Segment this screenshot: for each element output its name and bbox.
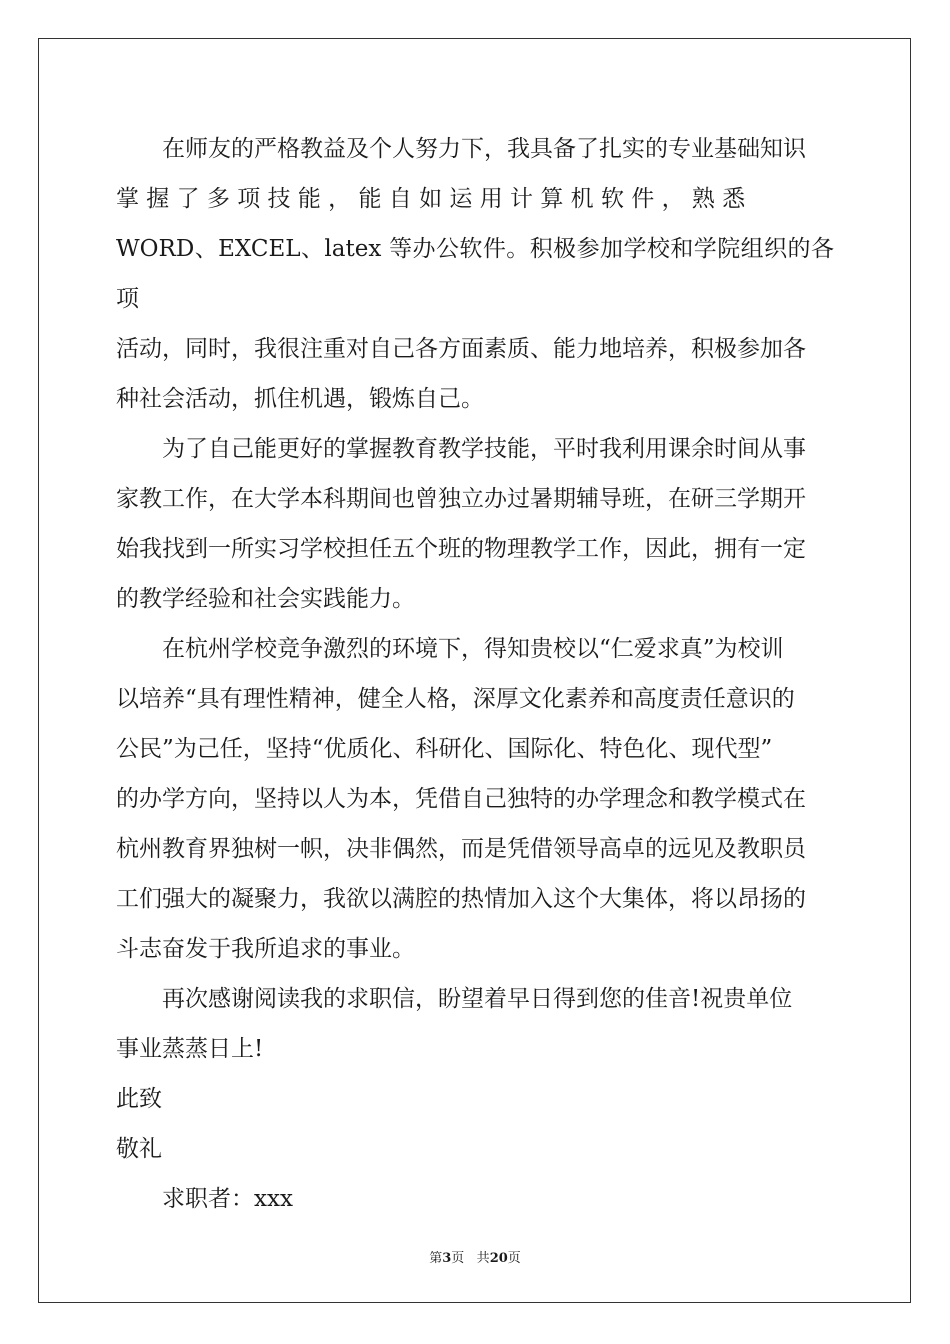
- page-suffix: 页: [451, 1251, 465, 1266]
- paragraph-school-motivation: 在杭州学校竞争激烈的环境下，得知贵校以“仁爱求真”为校训 以培养“具有理性精神，健全人格，深厚文化素养和高度责任意识的 公民”为己任，坚持“优质化、科研化、国际化、特色化、现代型” 的办学方向，坚持以人为本，凭借自己独特的办学理念和教学模式在 杭州教育界独树一帜，决非偶然，而是凭借领导高卓的远见及教职员 工们强大的凝聚力，我欲以满腔的热情加入这个大集体，将以昂扬的 斗志奋发于我所追求的事业。: [116, 636, 806, 962]
- total-pages: 20: [489, 1251, 508, 1266]
- letter-body: [116, 124, 834, 1224]
- page-prefix: 第: [429, 1251, 443, 1266]
- closing-regards: 敬礼: [116, 1136, 162, 1162]
- signature: 求职者：xxx: [162, 1186, 293, 1212]
- paragraph-thanks: 再次感谢阅读我的求职信，盼望着早日得到您的佳音!祝贵单位 事业蒸蒸日上!: [116, 986, 793, 1062]
- paragraph-teaching-experience: 为了自己能更好的掌握教育教学技能，平时我利用课余时间从事 家教工作，在大学本科期间也曾独立办过暑期辅导班，在研三学期开 始我找到一所实习学校担任五个班的物理教学工作，因此，拥有一定 的教学经验和社会实践能力。: [116, 436, 806, 612]
- total-suffix: 页: [507, 1251, 521, 1266]
- page-number: 3: [442, 1251, 452, 1266]
- total-prefix: 共: [476, 1251, 490, 1266]
- paragraph-skills: 在师友的严格教益及个人努力下，我具备了扎实的专业基础知识 掌 握 了 多 项 技 能 ， 能 自 如 运 用 计 算 机 软 件 ， 熟 悉 WORD、EXCEL、latex 等办公软件。积极参加学校和学院组织的各项 活动，同时，我很注重对自己各方面素质、能力地培养，积极参加各 种社会活动，抓住机遇，锻炼自己。: [116, 136, 834, 412]
- closing-salutation: 此致: [116, 1086, 162, 1112]
- page-footer: [0, 1247, 950, 1266]
